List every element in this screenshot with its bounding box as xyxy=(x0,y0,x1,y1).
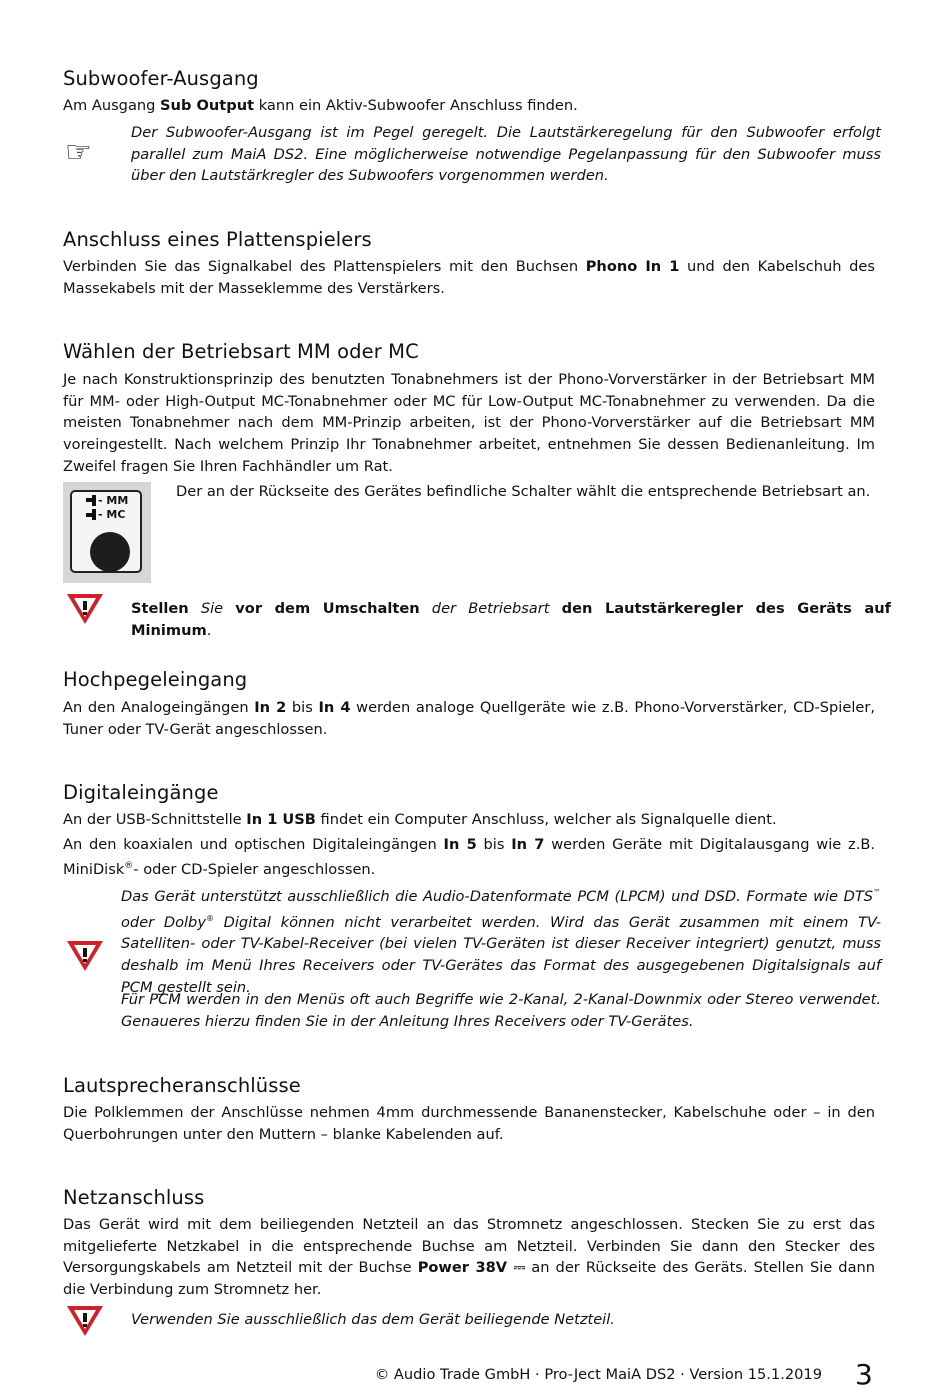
switch-knob xyxy=(90,532,130,572)
digital-coax-paragraph: An den koaxialen und optischen Digitaleingängen In 5 bis In 7 werden Geräte mit Digitalausgang wie z.B. MiniDisk®- oder CD-Spieler angeschlossen. xyxy=(63,836,875,878)
section-title-digital: Digitaleingänge xyxy=(63,781,219,804)
section-title-line-input: Hochpegeleingang xyxy=(63,668,248,691)
line-input-paragraph: An den Analogeingängen In 2 bis In 4 werden analoge Quellgeräte wie z.B. Phono-Vorverstärker, CD-Spieler, Tuner oder TV-Gerät angeschlossen. xyxy=(63,699,875,738)
power-paragraph: Das Gerät wird mit dem beiliegenden Netzteil an das Stromnetz angeschlossen. Stecken Sie zu erst das mitgelieferte Netzkabel in die entsprechende Buchse am Netzteil. Verbinden Sie dann den Stecker des Versorgungskabels am Netzteil mit der Buchse Power 38V ⎓ an der Rückseite des Geräts. Stellen Sie dann die Verbindung zum Stromnetz her. xyxy=(63,1216,876,1299)
warning-icon xyxy=(65,1303,105,1339)
subwoofer-paragraph: Am Ausgang Sub Output kann ein Aktiv-Subwoofer Anschluss finden. xyxy=(63,97,578,114)
switch-description: Der an der Rückseite des Gerätes befindliche Schalter wählt die entsprechende Betriebsart an. xyxy=(176,483,871,500)
section-title-subwoofer: Subwoofer-Ausgang xyxy=(63,67,259,90)
section-title-phono: Anschluss eines Plattenspielers xyxy=(63,228,372,251)
mm-mc-paragraph: Je nach Konstruktionsprinzip des benutzten Tonabnehmers ist der Phono-Vorverstärker in der Betriebsart MM für MM- oder High-Output MC-Tonabnehmer oder MC für Low-Output MC-Tonabnehmer zu verwenden. Da die meisten Tonabnehmer nach dem MM-Prinzip arbeiten, ist der Phono-Vorverstärker auf die Betriebsart MM voreingestellt. Nach welchem Prinzip Ihr Tonabnehmer arbeitet, entnehmen Sie dessen Bedienanleitung. Im Zweifel fragen Sie Ihren Fachhändler um Rat. xyxy=(63,371,875,475)
digital-usb-paragraph: An der USB-Schnittstelle In 1 USB findet ein Computer Anschluss, welcher als Signalquelle dient. xyxy=(63,811,777,828)
subwoofer-note: Der Subwoofer-Ausgang ist im Pegel geregelt. Die Lautstärkeregelung für den Subwoofer erfolgt parallel zum MaiA DS2. Eine möglicherweise notwendige Pegelanpassung für den Subwoofer muss über den Lautstärkregler des Subwoofers vorgenommen werden. xyxy=(131,124,881,185)
digital-pcm-note: Für PCM werden in den Menüs oft auch Begriffe wie 2-Kanal, 2-Kanal-Downmix oder Stereo verwendet. Genaueres hierzu finden Sie in der Anleitung Ihres Receivers oder TV-Gerätes. xyxy=(121,991,881,1030)
pointing-hand-icon: ☞ xyxy=(65,135,92,170)
switch-label-mm: - MM xyxy=(98,494,129,507)
warning-icon xyxy=(65,591,105,627)
digital-format-note: Das Gerät unterstützt ausschließlich die Audio-Datenformate PCM (LPCM) und DSD. Formate wie DTS™ oder Dolby® Digital können nicht verarbeitet werden. Wird das Gerät zusammen mit einem TV-Satelliten- oder TV-Kabel-Receiver (bei vielen TV-Geräten ist dieser Receiver integriert) genutzt, muss deshalb im Menü Ihres Receivers oder TV-Gerätes das Format des ausgegebenen Digitalsignals auf PCM gestellt sein. xyxy=(121,887,882,996)
page-number: 3 xyxy=(855,1358,873,1391)
section-title-power: Netzanschluss xyxy=(63,1186,205,1209)
power-warning: Verwenden Sie ausschließlich das dem Gerät beiliegende Netzteil. xyxy=(131,1311,615,1328)
phono-paragraph: Verbinden Sie das Signalkabel des Plattenspielers mit den Buchsen Phono In 1 und den Kabelschuh des Massekabels mit der Masseklemme des Verstärkers. xyxy=(63,258,875,297)
speakers-paragraph: Die Polklemmen der Anschlüsse nehmen 4mm durchmessende Bananenstecker, Kabelschuhe oder – in den Querbohrungen unter den Muttern – blanke Kabelenden auf. xyxy=(63,1104,875,1143)
switch-label-mc: - MC xyxy=(98,508,126,521)
footer-text: © Audio Trade GmbH · Pro-Ject MaiA DS2 · Version 15.1.2019 xyxy=(374,1366,822,1383)
section-title-mm-mc: Wählen der Betriebsart MM oder MC xyxy=(63,340,419,363)
warning-icon xyxy=(65,938,105,974)
section-title-speakers: Lautsprecheranschlüsse xyxy=(63,1074,301,1097)
mm-mc-warning: Stellen Sie vor dem Umschalten der Betriebsart den Lautstärkeregler des Geräts auf Minimum. xyxy=(131,600,891,639)
mm-mc-switch-illustration xyxy=(63,482,151,583)
